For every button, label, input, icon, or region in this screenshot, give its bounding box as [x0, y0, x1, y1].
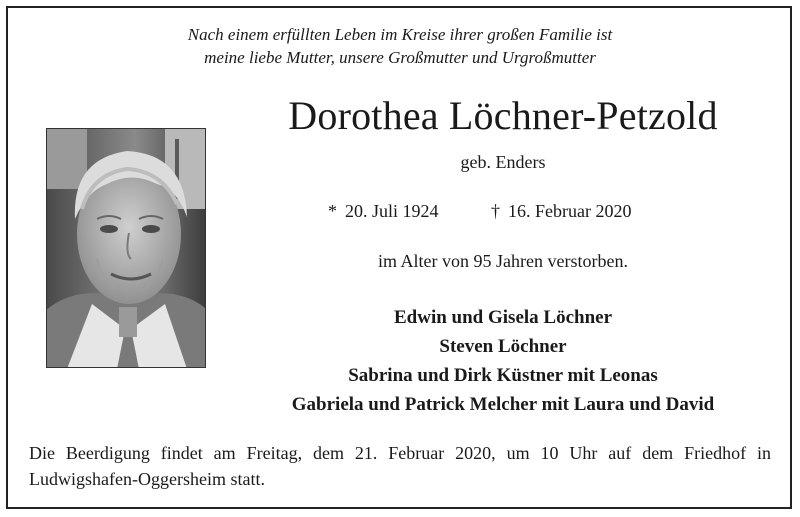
born-date: 20. Juli 1924 [345, 201, 439, 221]
died-group [491, 199, 631, 223]
died-date: 16. Februar 2020 [508, 201, 632, 221]
mourner-line: Steven Löchner [439, 336, 567, 357]
portrait-photo [46, 128, 206, 368]
birth-name: geb. Enders [460, 152, 546, 172]
intro-line-2: meine liebe Mutter, unsere Großmutter und Urgroßmutter [204, 48, 596, 67]
life-dates [328, 199, 632, 223]
portrait-illustration [47, 129, 206, 368]
died-symbol: † [491, 201, 501, 221]
mourner-line: Sabrina und Dirk Küstner mit Leonas [348, 365, 658, 386]
age-text: im Alter von 95 Jahren verstorben. [378, 251, 628, 271]
mourner-line: Gabriela und Patrick Melcher mit Laura und David [291, 394, 715, 415]
intro-line-1: Nach einem erfüllten Leben im Kreise ihrer großen Familie ist [187, 25, 613, 44]
funeral-notice: Die Beerdigung findet am Freitag, dem 21. Februar 2020, um 10 Uhr auf dem Friedhof in Ludwigshafen-Oggersheim statt. [29, 443, 771, 489]
mourners-list [230, 303, 776, 419]
mourner-line: Edwin und Gisela Löchner [393, 307, 613, 328]
deceased-name: Dorothea Löchner-Petzold [288, 93, 718, 138]
born-symbol: * [328, 201, 337, 221]
